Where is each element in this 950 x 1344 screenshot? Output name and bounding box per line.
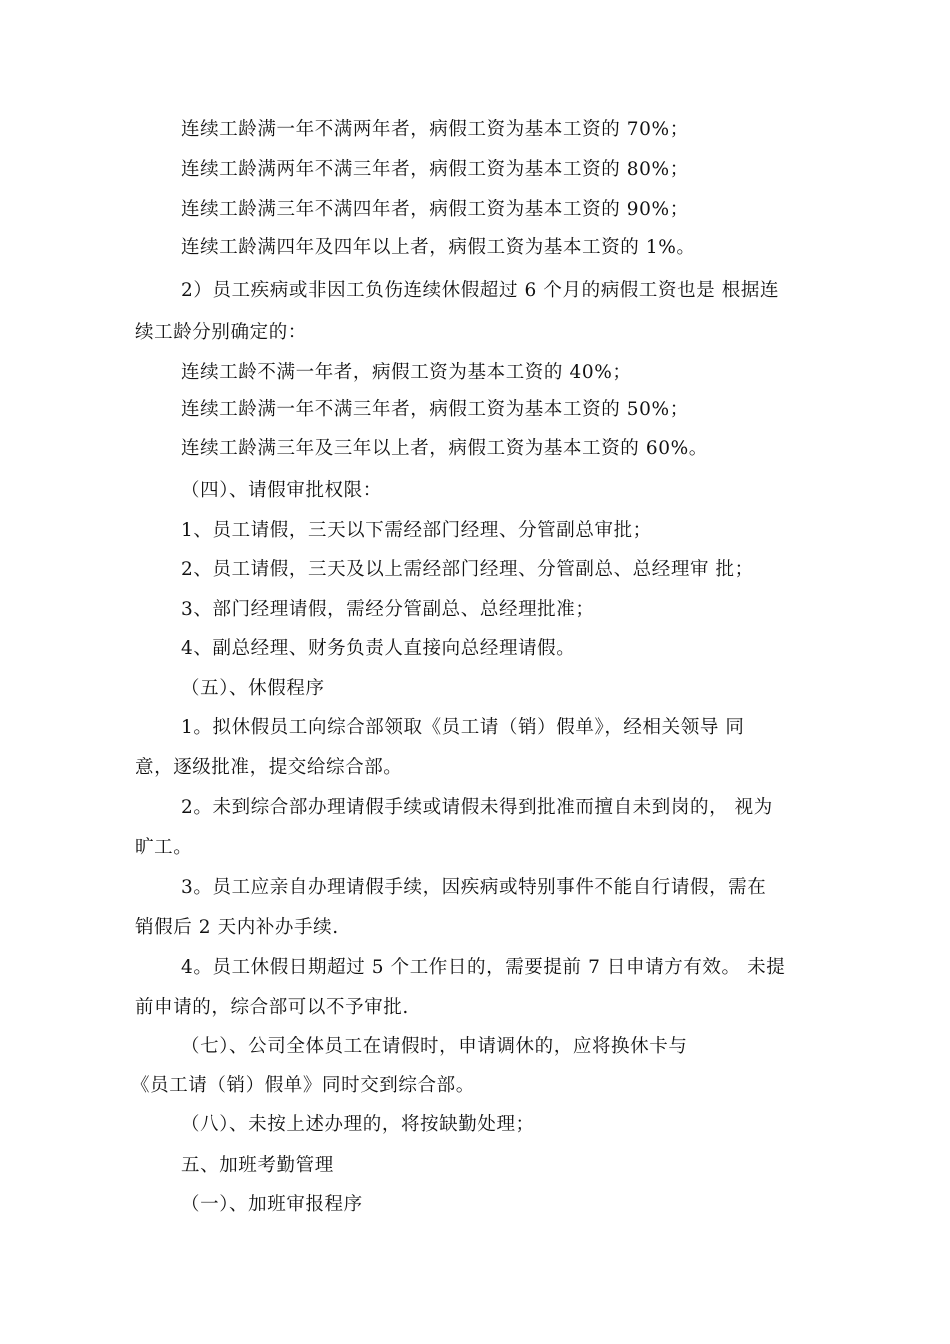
paragraph-line: 1、员工请假，三天以下需经部门经理、分管副总审批； bbox=[181, 520, 652, 541]
paragraph-line: 连续工龄满三年及三年以上者，病假工资为基本工资的 60%。 bbox=[181, 438, 708, 459]
paragraph-line: 连续工龄满两年不满三年者，病假工资为基本工资的 80%； bbox=[181, 159, 689, 180]
paragraph-line: 连续工龄不满一年者，病假工资为基本工资的 40%； bbox=[181, 362, 632, 383]
paragraph-line: 意，逐级批准，提交给综合部。 bbox=[135, 757, 403, 778]
paragraph-line: 3。员工应亲自办理请假手续，因疾病或特别事件不能自行请假，需在 bbox=[181, 877, 767, 898]
paragraph-line: 2。未到综合部办理请假手续或请假未得到批准而擅自未到岗的， 视为 bbox=[181, 797, 773, 818]
paragraph-line: 连续工龄满四年及四年以上者，病假工资为基本工资的 1%。 bbox=[181, 237, 696, 258]
paragraph-line: 2）员工疾病或非因工负伤连续休假超过 6 个月的病假工资也是 根据连 bbox=[181, 280, 780, 301]
paragraph-line: 2、员工请假，三天及以上需经部门经理、分管副总、总经理审 批； bbox=[181, 559, 754, 580]
paragraph-line: 前申请的，综合部可以不予审批. bbox=[135, 997, 409, 1018]
section-heading: （四）、请假审批权限： bbox=[181, 480, 382, 501]
paragraph-line: 4、副总经理、财务负责人直接向总经理请假。 bbox=[181, 638, 576, 659]
paragraph-line: （七）、公司全体员工在请假时，申请调休的，应将换休卡与 bbox=[181, 1036, 688, 1057]
paragraph-line: 旷工。 bbox=[135, 837, 193, 858]
section-heading: 五、加班考勤管理 bbox=[181, 1155, 334, 1176]
paragraph-line: 3、部门经理请假，需经分管副总、总经理批准； bbox=[181, 599, 595, 620]
paragraph-line: 续工龄分别确定的： bbox=[135, 322, 307, 343]
paragraph-line: 销假后 2 天内补办手续. bbox=[135, 917, 339, 938]
paragraph-line: 连续工龄满三年不满四年者，病假工资为基本工资的 90%； bbox=[181, 199, 689, 220]
paragraph-line: 4。员工休假日期超过 5 个工作日的，需要提前 7 日申请方有效。 未提 bbox=[181, 957, 786, 978]
paragraph-line: 连续工龄满一年不满两年者，病假工资为基本工资的 70%； bbox=[181, 119, 689, 140]
paragraph-line: 1。拟休假员工向综合部领取《员工请（销）假单》，经相关领导 同 bbox=[181, 717, 745, 738]
paragraph-line: 连续工龄满一年不满三年者，病假工资为基本工资的 50%； bbox=[181, 399, 689, 420]
section-heading: （五）、休假程序 bbox=[181, 678, 325, 699]
paragraph-line: （八）、未按上述办理的，将按缺勤处理； bbox=[181, 1114, 535, 1135]
paragraph-line: 《员工请（销）假单》同时交到综合部。 bbox=[131, 1075, 475, 1096]
section-heading: （一）、加班审报程序 bbox=[181, 1194, 363, 1215]
